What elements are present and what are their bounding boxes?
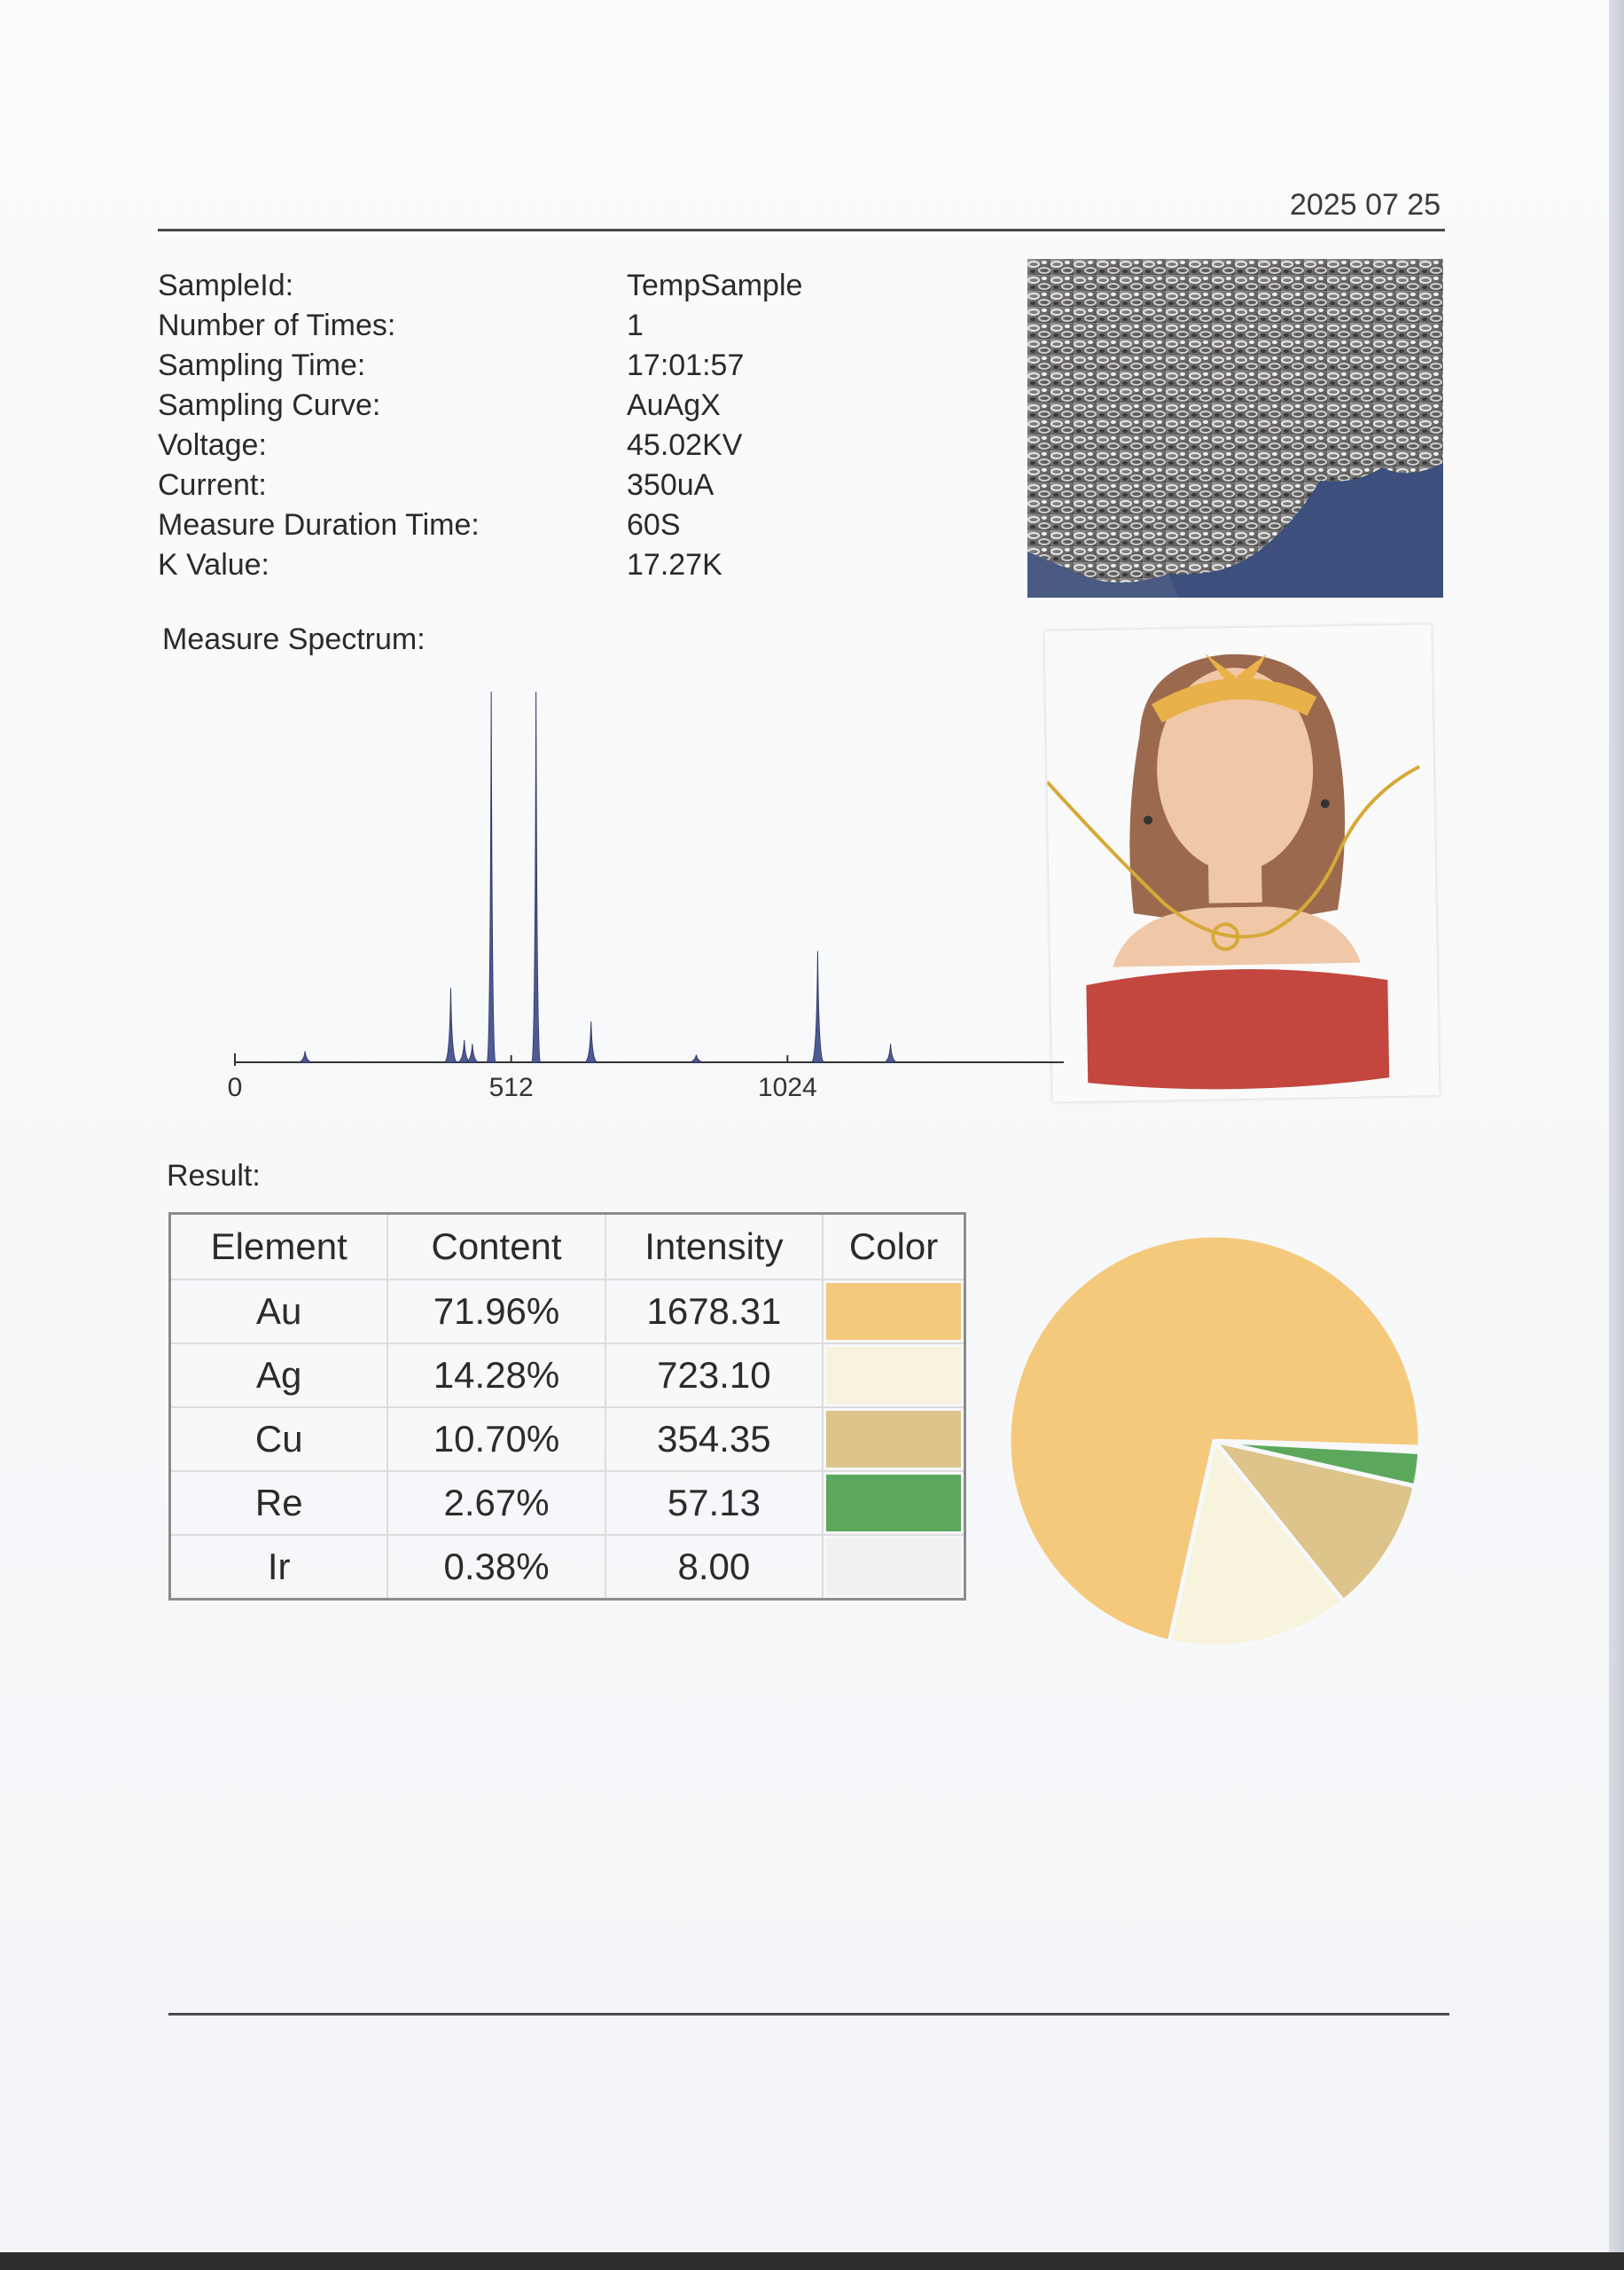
cell-content: 0.38% — [387, 1535, 605, 1600]
info-value: AuAgX — [627, 388, 721, 422]
spectrum-tick-label: 512 — [488, 1073, 534, 1102]
spectrum-tick-label: 0 — [227, 1073, 243, 1102]
info-value: 350uA — [627, 468, 714, 502]
table-row — [170, 1535, 965, 1600]
info-label: SampleId: — [158, 269, 294, 302]
sample-info-labels — [158, 266, 480, 585]
table-row — [170, 1343, 965, 1407]
spectrum-peak — [299, 1051, 311, 1062]
table-row — [170, 1407, 965, 1471]
cell-content: 2.67% — [387, 1471, 605, 1535]
cell-color — [823, 1407, 964, 1471]
info-label: Current: — [158, 468, 267, 502]
info-value: 17.27K — [627, 548, 722, 582]
cell-element: Au — [170, 1280, 388, 1343]
cell-intensity: 723.10 — [605, 1343, 823, 1407]
table-row — [170, 1471, 965, 1535]
composition-pie-chart — [1002, 1228, 1427, 1654]
result-table — [168, 1212, 966, 1601]
header-color: Color — [823, 1214, 964, 1280]
spectrum-peak — [458, 1040, 471, 1062]
header-content: Content — [387, 1214, 605, 1280]
cell-intensity: 57.13 — [605, 1471, 823, 1535]
spectrum-peak — [487, 692, 496, 1062]
sample-info-values — [627, 266, 802, 585]
cell-content: 71.96% — [387, 1280, 605, 1343]
sample-photo — [1027, 259, 1443, 598]
cell-color — [823, 1535, 964, 1600]
result-label: Result: — [167, 1159, 261, 1193]
page-shadow — [0, 2252, 1624, 2270]
spectrum-peak — [532, 692, 541, 1062]
cell-color — [823, 1343, 964, 1407]
cell-intensity: 8.00 — [605, 1535, 823, 1600]
spectrum-peak — [444, 988, 457, 1062]
info-label: Voltage: — [158, 428, 267, 462]
color-swatch — [826, 1283, 961, 1340]
info-label: K Value: — [158, 548, 270, 582]
header-intensity: Intensity — [605, 1214, 823, 1280]
info-value: 60S — [627, 508, 681, 542]
cell-element: Ag — [170, 1343, 388, 1407]
color-swatch — [826, 1347, 961, 1404]
info-value: 45.02KV — [627, 428, 743, 462]
portrait-photo — [1044, 624, 1439, 1102]
spectrum-chart — [213, 674, 1064, 1135]
cell-content: 14.28% — [387, 1343, 605, 1407]
info-label: Sampling Time: — [158, 348, 366, 382]
cell-element: Re — [170, 1471, 388, 1535]
info-label: Measure Duration Time: — [158, 508, 480, 542]
spectrum-peak — [690, 1055, 702, 1062]
cell-content: 10.70% — [387, 1407, 605, 1471]
spectrum-label: Measure Spectrum: — [162, 622, 426, 656]
cell-color — [823, 1280, 964, 1343]
info-label: Sampling Curve: — [158, 388, 381, 422]
spectrum-peak — [585, 1022, 597, 1062]
page-edge — [1609, 0, 1624, 2270]
cell-element: Cu — [170, 1407, 388, 1471]
spectrum-peak — [811, 951, 824, 1062]
cell-element: Ir — [170, 1535, 388, 1600]
table-header-row — [170, 1214, 965, 1280]
table-row — [170, 1280, 965, 1343]
top-rule — [158, 229, 1445, 231]
header-element: Element — [170, 1214, 388, 1280]
info-value: 17:01:57 — [627, 348, 745, 382]
info-value: 1 — [627, 309, 644, 342]
color-swatch — [826, 1475, 961, 1531]
cell-intensity: 354.35 — [605, 1407, 823, 1471]
bottom-rule — [168, 2013, 1449, 2016]
cell-color — [823, 1471, 964, 1535]
color-swatch — [826, 1411, 961, 1468]
spectrum-peak — [885, 1044, 897, 1062]
color-swatch — [826, 1538, 961, 1595]
cell-intensity: 1678.31 — [605, 1280, 823, 1343]
info-label: Number of Times: — [158, 309, 396, 342]
spectrum-tick-label: 1024 — [757, 1073, 817, 1102]
report-date: 2025 07 25 — [1290, 188, 1441, 222]
info-value: TempSample — [627, 269, 803, 302]
